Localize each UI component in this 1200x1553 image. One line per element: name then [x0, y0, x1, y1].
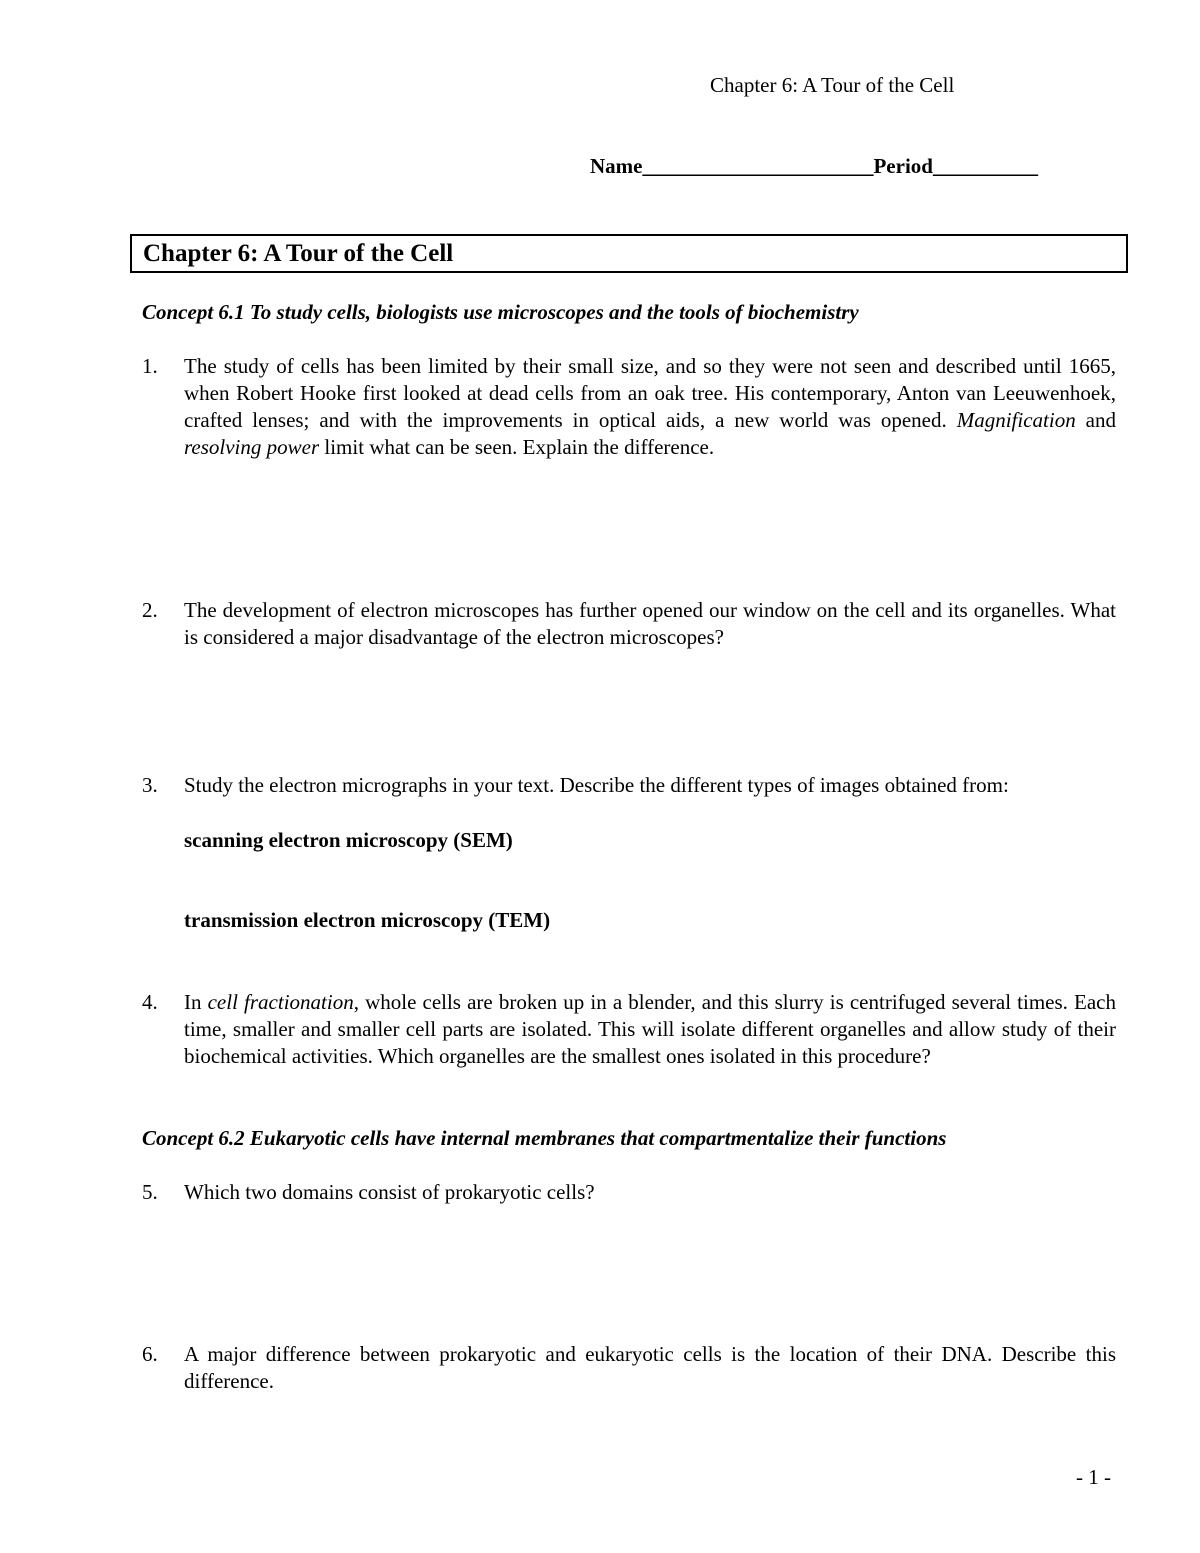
concept-heading: Concept 6.2 Eukaryotic cells have internal membranes that compartmentalize their functions	[142, 1126, 947, 1150]
question-number: 3.	[142, 773, 158, 797]
question-number: 6.	[142, 1342, 158, 1366]
question-text: The development of electron microscopes has further opened our window on the cell and its organelles. What is considered a major disadvantage of the electron microscopes?	[184, 598, 1116, 649]
sub-item-tem: transmission electron microscopy (TEM)	[184, 908, 551, 932]
sub-item-sem: scanning electron microscopy (SEM)	[184, 828, 513, 852]
question-text-part: , whole cells are broken up in a blender, and this slurry is centrifuged several times. Each time, smaller and smaller cell parts are isolated. This will isolate different organelles and allow study of their biochemical activities. Which organelles are the smallest ones isolated in this procedure?	[184, 990, 1116, 1068]
chapter-title-box	[130, 234, 1128, 273]
question-text	[184, 989, 1116, 1070]
question-text-part: and	[1075, 408, 1116, 432]
question-text: A major difference between prokaryotic and eukaryotic cells is the location of their DNA. Describe this difference.	[184, 1342, 1116, 1393]
question-number: 1.	[142, 354, 158, 378]
question-text: Which two domains consist of prokaryotic cells?	[184, 1180, 595, 1204]
term-resolving-power: resolving power	[184, 435, 320, 459]
question-number: 5.	[142, 1180, 158, 1204]
question-number: 2.	[142, 598, 158, 622]
running-header: Chapter 6: A Tour of the Cell	[710, 73, 955, 97]
question-text: Study the electron micrographs in your text. Describe the different types of images obtained from:	[184, 773, 1009, 797]
page-title: Chapter 6: A Tour of the Cell	[143, 240, 454, 267]
term-magnification: Magnification	[956, 408, 1076, 432]
term-cell-fractionation: cell fractionation	[207, 990, 354, 1014]
name-period-line: Name______________________Period__________	[590, 154, 1038, 178]
question-number: 4.	[142, 990, 158, 1014]
question-text-part: In	[184, 990, 208, 1014]
question-text-part: limit what can be seen. Explain the difference.	[319, 435, 715, 459]
question-text-part: The study of cells has been limited by their small size, and so they were not seen and described until 1665, when Robert Hooke first looked at dead cells from an oak tree. His contemporary, Anton van Leeuwenhoek, crafted lenses; and with the improvements in optical aids, a new world was opened.	[184, 354, 1116, 432]
page-number: - 1 -	[1076, 1465, 1111, 1489]
question-text	[184, 353, 1116, 461]
concept-heading: Concept 6.1 To study cells, biologists use microscopes and the tools of biochemistry	[142, 300, 859, 324]
